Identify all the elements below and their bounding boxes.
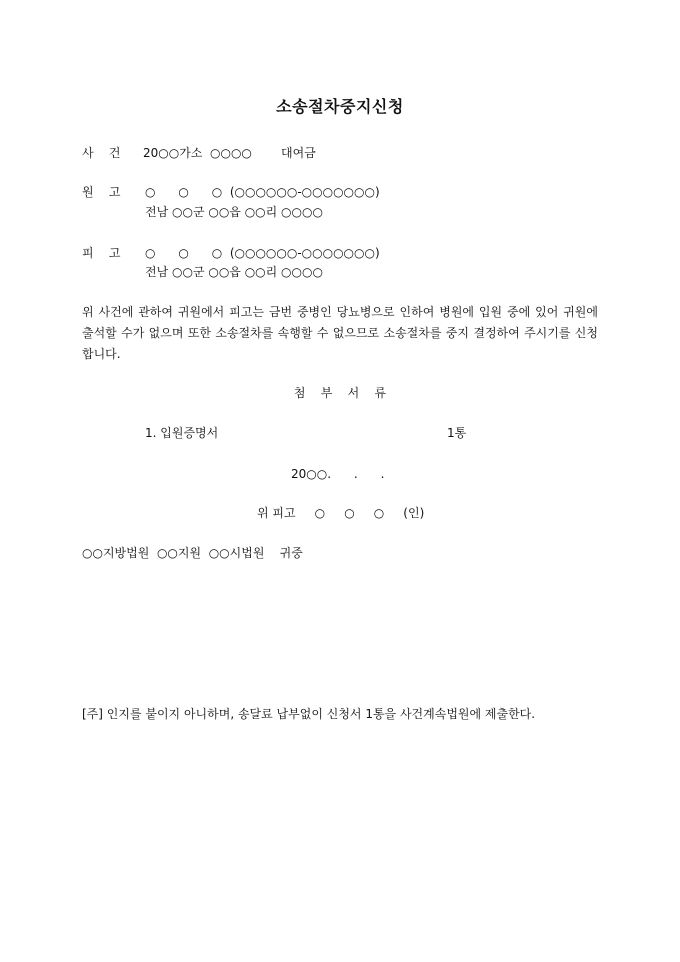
footnote: [주] 인지를 붙이지 아니하며, 송달료 납부없이 신청서 1통을 사건계속법원에 제출한다. bbox=[82, 707, 536, 721]
plaintiff-name: ○ ○ ○ (○○○○○○-○○○○○○○) bbox=[145, 185, 380, 199]
attachment-item-count: 1통 bbox=[447, 426, 467, 440]
attachment-item-label: 1. 입원증명서 bbox=[145, 426, 219, 440]
document-date: 20○○. . . bbox=[291, 467, 385, 481]
case-number: 20○○가소 ○○○○ bbox=[143, 146, 252, 160]
plaintiff-label: 원 고 bbox=[82, 185, 121, 199]
plaintiff-address: 전남 ○○군 ○○읍 ○○리 ○○○○ bbox=[145, 205, 323, 219]
request-body: 위 사건에 관하여 귀원에서 피고는 금번 중병인 당뇨병으로 인하여 병원에 입원 중에 있어 귀원에 출석할 수가 없으며 또한 소송절차를 속행할 수 없으므로 소송절차를 중지 결정하여 주시기를 신청합니다. bbox=[82, 305, 598, 361]
defendant-name: ○ ○ ○ (○○○○○○-○○○○○○○) bbox=[145, 246, 380, 260]
signature-line: 위 피고 ○ ○ ○ (인) bbox=[257, 506, 425, 520]
defendant-address: 전남 ○○군 ○○읍 ○○리 ○○○○ bbox=[145, 265, 323, 279]
attachments-heading: 첨 부 서 류 bbox=[293, 386, 387, 400]
document-title: 소송절차중지신청 bbox=[276, 97, 404, 116]
defendant-label: 피 고 bbox=[82, 246, 121, 260]
case-label: 사 건 bbox=[82, 146, 121, 160]
court-addressee: ○○지방법원 ○○지원 ○○시법원 귀중 bbox=[82, 546, 303, 560]
case-name: 대여금 bbox=[281, 146, 316, 160]
